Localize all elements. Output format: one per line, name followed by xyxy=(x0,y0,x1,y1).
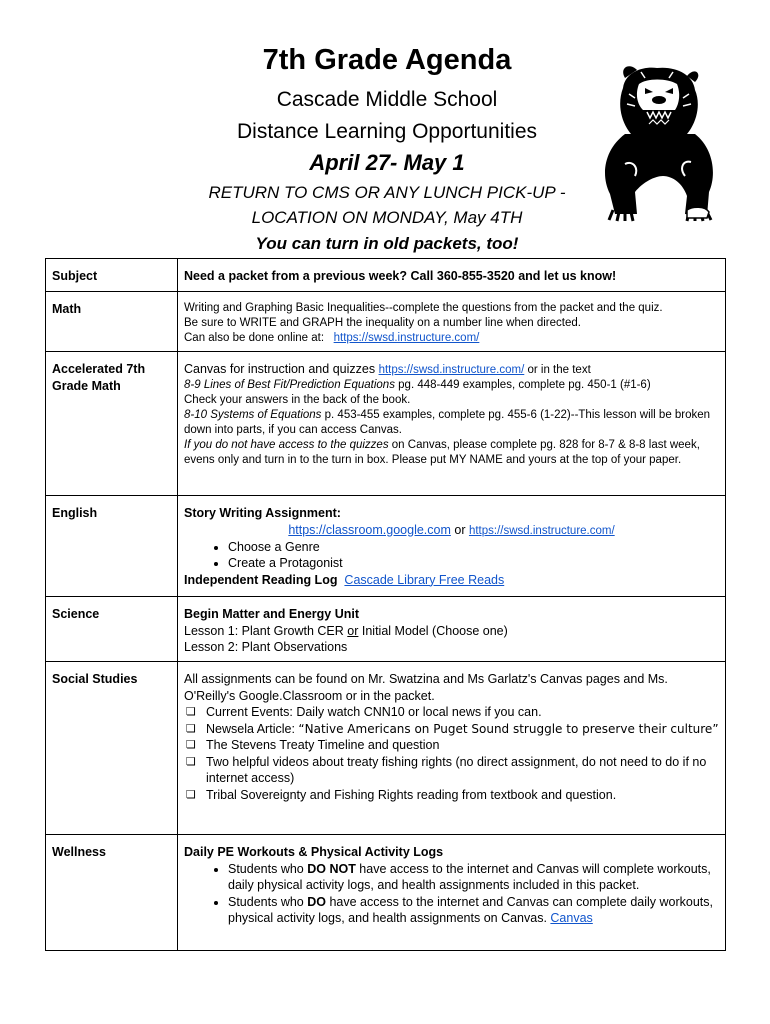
wellness-b2-b: have access to the internet and Canvas can complete daily workouts, physical activity logs, and health assignments on Canvas. xyxy=(228,894,713,925)
english-details xyxy=(178,496,726,597)
accel-lesson-8-9 xyxy=(184,378,719,393)
science-heading: Begin Matter and Energy Unit xyxy=(184,607,360,621)
wellness-canvas-link[interactable]: Canvas xyxy=(550,911,593,925)
science-lesson1-or: or xyxy=(347,623,359,638)
wellness-heading: Daily PE Workouts & Physical Activity Logs xyxy=(184,845,444,859)
wellness-b2-bold: DO xyxy=(307,894,326,909)
wellness-details xyxy=(178,835,726,951)
bear-mascot-icon xyxy=(595,64,720,222)
subject-social-studies: Social Studies xyxy=(46,662,178,835)
google-classroom-link[interactable]: https://classroom.google.com xyxy=(288,522,451,537)
table-header-row xyxy=(46,259,726,292)
accel-canvas-after: or in the text xyxy=(524,364,591,376)
science-lesson1-b: Initial Model (Choose one) xyxy=(358,623,508,638)
school-name: Cascade Middle School xyxy=(276,88,498,111)
turn-in-notice: You can turn in old packets, too! xyxy=(255,234,519,253)
social-intro: All assignments can be found on Mr. Swatzina and Ms Garlatz's Canvas pages and Ms. O'Reilly's Google.Classroom or in the packet. xyxy=(184,672,668,703)
science-details xyxy=(178,597,726,662)
return-notice-line2: LOCATION ON MONDAY, May 4TH xyxy=(251,208,523,227)
math-online-label: Can also be done online at: xyxy=(184,332,325,344)
library-free-reads-link[interactable]: Cascade Library Free Reads xyxy=(344,572,505,587)
wellness-b1-b: have access to the internet and Canvas will complete workouts, daily physical activity logs, and health assignments included in this packet. xyxy=(228,861,711,892)
date-range: April 27- May 1 xyxy=(309,150,465,175)
list-item: ❏ Current Events: Daily watch CNN10 or local news if you can. xyxy=(206,704,719,721)
accel-no-access-note xyxy=(184,438,719,468)
list-item xyxy=(228,861,719,894)
packet-request-note: Need a packet from a previous week? Call 360-855-3520 and let us know! xyxy=(178,259,726,292)
list-item: ❏ The Stevens Treaty Timeline and question xyxy=(206,737,719,754)
table-row-wellness xyxy=(46,835,726,951)
wellness-b1-a: Students who xyxy=(228,861,308,876)
table-row-social-studies xyxy=(46,662,726,835)
english-bullets xyxy=(184,539,719,572)
newsela-article-title: “Native Americans on Puget Sound struggle to preserve their culture” xyxy=(298,721,719,736)
social-checklist xyxy=(184,704,719,803)
accel-check-answers: Check your answers in the back of the book. xyxy=(184,394,411,406)
page-title: 7th Grade Agenda xyxy=(262,44,512,76)
accel-canvas-line xyxy=(184,361,719,378)
table-row-english xyxy=(46,496,726,597)
accel-lesson-8-10 xyxy=(184,408,719,438)
program-name: Distance Learning Opportunities xyxy=(236,120,537,143)
list-item: • Create a Protagonist xyxy=(228,555,719,572)
science-lesson1 xyxy=(184,623,719,640)
english-canvas-link[interactable]: https://swsd.instructure.com/ xyxy=(468,524,615,537)
accel-noaccess-rest: on Canvas, please complete pg. 828 for 8-7 & 8-8 last week, evens only and turn in to the turn in box. Please put MY NAME and yours at the top of your paper. xyxy=(184,439,700,466)
social-studies-details xyxy=(178,662,726,835)
list-item xyxy=(228,894,719,927)
return-notice-line1: RETURN TO CMS OR ANY LUNCH PICK-UP - xyxy=(208,183,566,202)
accelerated-math-details xyxy=(178,352,726,496)
table-row-accelerated-math xyxy=(46,352,726,496)
table-row-science xyxy=(46,597,726,662)
english-or: or xyxy=(450,522,469,537)
science-lesson1-a: Lesson 1: Plant Growth CER xyxy=(184,623,348,638)
list-item: • Choose a Genre xyxy=(228,539,719,556)
table-row-math xyxy=(46,292,726,352)
accel-l89-rest: pg. 448-449 examples, complete pg. 450-1 (#1-6) xyxy=(394,379,651,391)
subject-accelerated-math: Accelerated 7th Grade Math xyxy=(46,352,178,496)
math-line3 xyxy=(184,331,719,346)
subject-english: English xyxy=(46,496,178,597)
wellness-b2-a: Students who xyxy=(228,894,308,909)
agenda-table xyxy=(45,258,726,951)
subject-column-header: Subject xyxy=(46,259,178,292)
agenda-header xyxy=(0,0,770,258)
english-links xyxy=(184,522,719,539)
list-item: ❏ Two helpful videos about treaty fishing rights (no direct assignment, do not need to do if no internet access) xyxy=(206,754,719,787)
math-line2: Be sure to WRITE and GRAPH the inequality on a number line when directed. xyxy=(184,317,581,329)
math-canvas-link[interactable]: https://swsd.instructure.com/ xyxy=(333,332,480,344)
wellness-b1-bold: DO NOT xyxy=(307,861,356,876)
accel-noaccess-italic: If you do not have access to the quizzes xyxy=(184,439,389,451)
wellness-bullets xyxy=(184,861,719,927)
newsela-label: Newsela Article: xyxy=(206,721,299,736)
subject-wellness: Wellness xyxy=(46,835,178,951)
english-heading: Story Writing Assignment: xyxy=(184,506,341,520)
reading-log-line xyxy=(184,572,719,589)
math-line1: Writing and Graphing Basic Inequalities--complete the questions from the packet and the quiz. xyxy=(184,302,663,314)
math-details xyxy=(178,292,726,352)
accel-l810-rest: p. 453-455 examples, complete pg. 455-6 (1-22)--This lesson will be broken down into parts, if you can access Canvas. xyxy=(184,409,711,436)
accel-l810-title: 8-10 Systems of Equations xyxy=(184,409,322,421)
subject-science: Science xyxy=(46,597,178,662)
subject-math: Math xyxy=(46,292,178,352)
science-lesson2: Lesson 2: Plant Observations xyxy=(184,640,348,654)
reading-log-label: Independent Reading Log xyxy=(184,572,338,587)
accel-canvas-link[interactable]: https://swsd.instructure.com/ xyxy=(378,364,525,376)
list-item: ❏ Tribal Sovereignty and Fishing Rights reading from textbook and question. xyxy=(206,787,719,804)
accel-canvas-text: Canvas for instruction and quizzes xyxy=(184,362,376,376)
accel-l89-title: 8-9 Lines of Best Fit/Prediction Equations xyxy=(184,379,395,391)
list-item xyxy=(206,721,719,738)
